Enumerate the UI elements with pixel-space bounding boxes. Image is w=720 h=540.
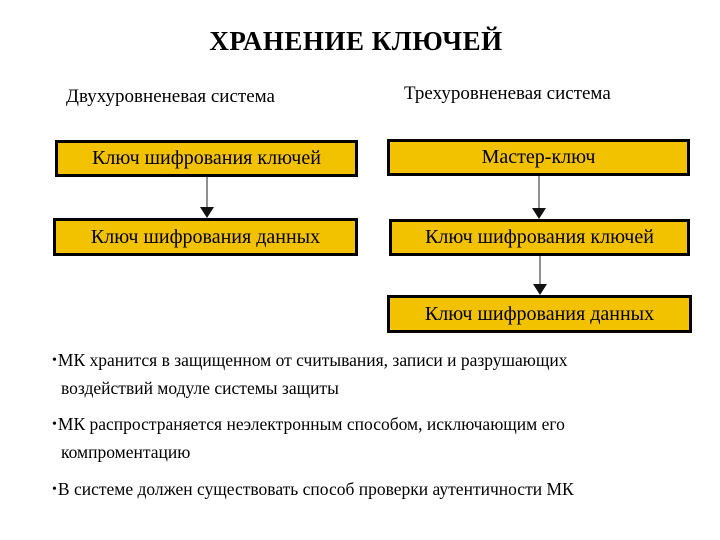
two-level-system-heading: Двухуровненевая система (66, 86, 275, 107)
bullet-text: МК хранится в защищенном от считывания, записи и разрушающих воздействий модуле системы защиты (57, 350, 568, 398)
arrow-down-icon (200, 177, 214, 218)
page-title: ХРАНЕНИЕ КЛЮЧЕЙ (209, 26, 503, 56)
key-encryption-key-box-left: Ключ шифрования ключей (55, 140, 358, 177)
list-item (48, 347, 660, 402)
arrow-shaft (539, 176, 540, 210)
master-key-box: Мастер-ключ (387, 139, 690, 176)
arrow-head (200, 207, 214, 218)
list-item (48, 411, 660, 466)
arrow-down-icon (533, 256, 547, 295)
arrow-head (533, 284, 547, 295)
key-encryption-key-box-right: Ключ шифрования ключей (389, 219, 690, 256)
three-level-system-heading: Трехуровненевая система (404, 83, 611, 104)
data-encryption-key-box-right: Ключ шифрования данных (387, 295, 692, 333)
arrow-shaft (540, 256, 541, 286)
arrow-head (532, 208, 546, 219)
arrow-shaft (207, 177, 208, 209)
bullet-icon: • (52, 353, 57, 368)
data-encryption-key-box-left: Ключ шифрования данных (53, 218, 358, 256)
bullet-icon: • (52, 417, 57, 433)
bullet-text: МК распространяется неэлектронным способом, исключающим его компроментацию (57, 414, 565, 462)
bullet-icon: • (52, 481, 57, 497)
list-item (48, 476, 660, 504)
bullet-text: В системе должен существовать способ проверки аутентичности МК (57, 478, 574, 499)
arrow-down-icon (532, 176, 546, 219)
bullet-list (48, 347, 660, 512)
